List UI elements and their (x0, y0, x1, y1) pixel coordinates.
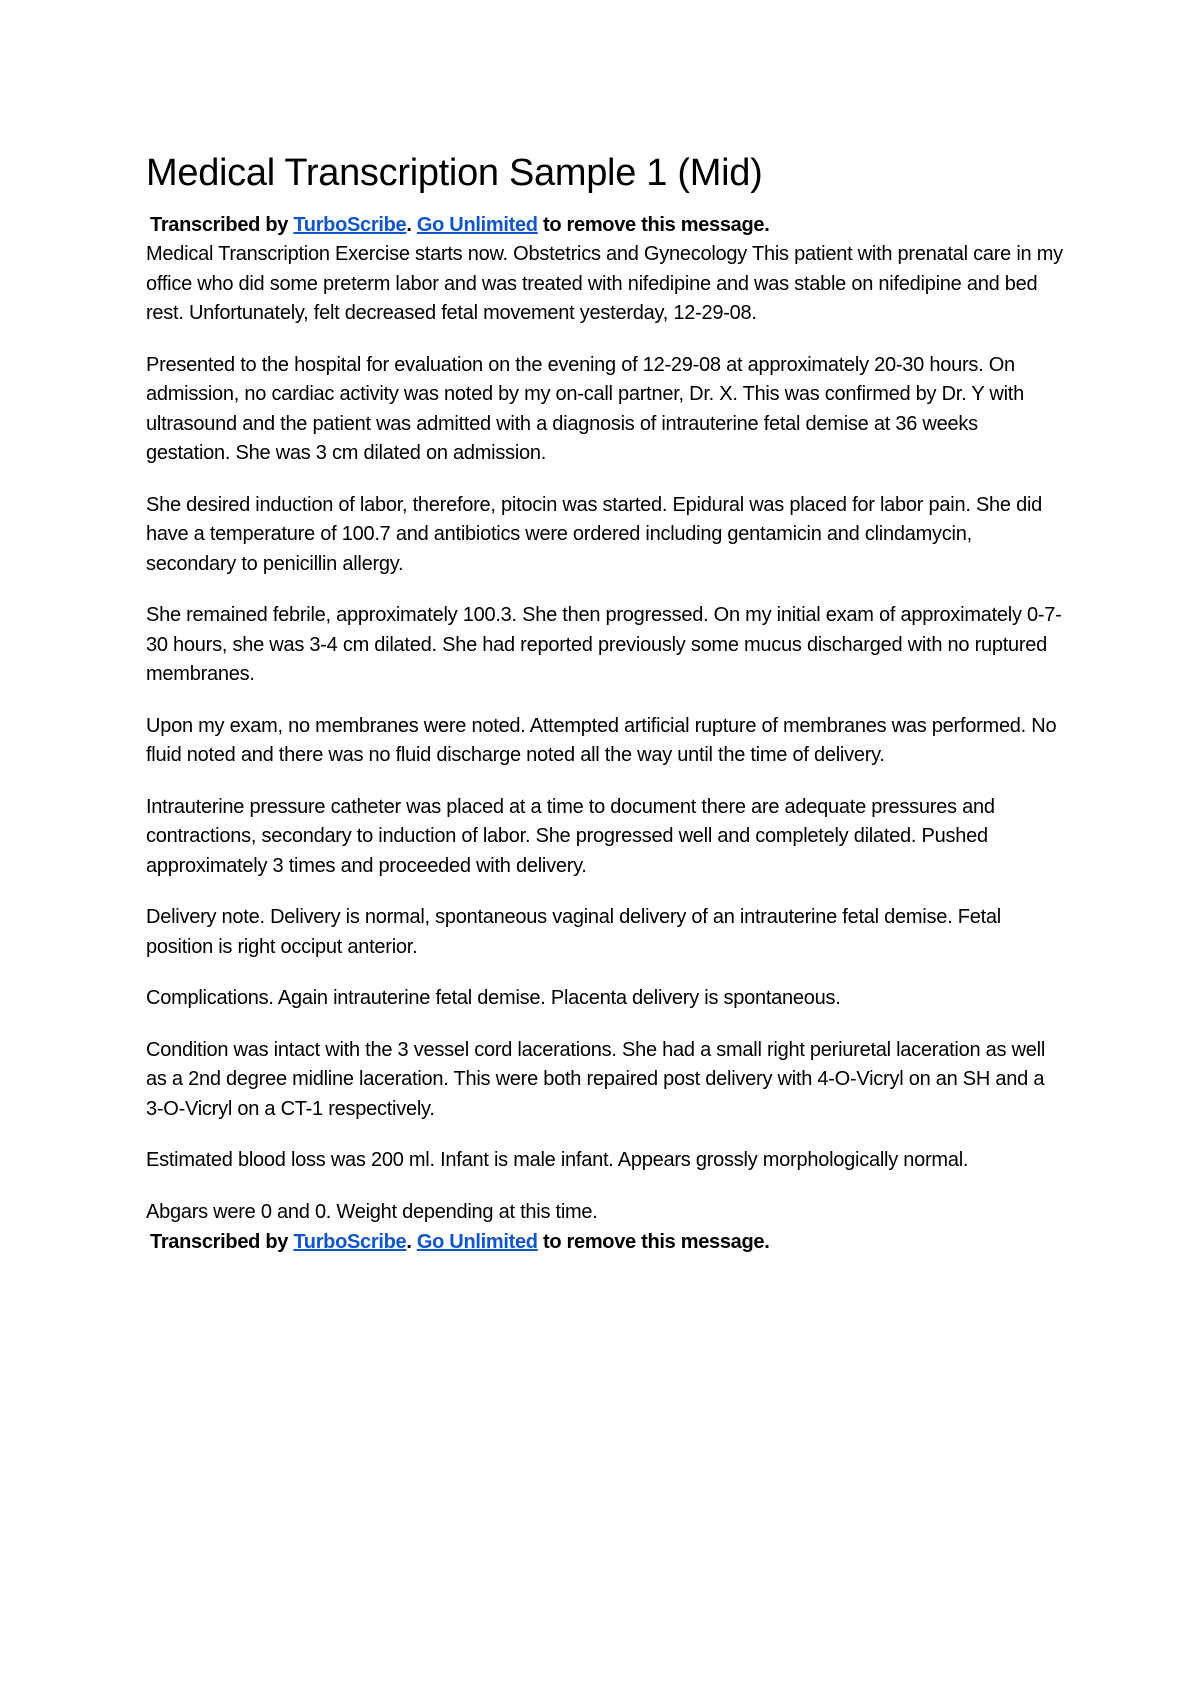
go-unlimited-link[interactable]: Go Unlimited (416, 1231, 538, 1253)
transcription-banner-bottom (150, 1227, 1066, 1257)
paragraph: She remained febrile, approximately 100.3. She then progressed. On my initial exam of approximately 0-7-30 hours, she was 3-4 cm dilated. She had reported previously some mucus discharged with no ruptured membranes. (146, 604, 1062, 685)
turboscribe-link[interactable]: TurboScribe (293, 214, 407, 236)
banner-suffix: to remove this message. (537, 1231, 770, 1253)
turboscribe-link[interactable]: TurboScribe (293, 1231, 407, 1253)
paragraph: Intrauterine pressure catheter was placed at a time to document there are adequate pressures and contractions, secondary to induction of labor. She progressed well and completely dilated. Pushed approximately 3 times and proceeded with delivery. (146, 795, 995, 877)
paragraph: Presented to the hospital for evaluation on the evening of 12-29-08 at approximately 20-30 hours. On admission, no cardiac activity was noted by my on-call partner, Dr. X. This was confirmed by Dr. Y with ultrasound and the patient was admitted with a diagnosis of intrauterine fetal demise at 36 weeks gestation. She was 3 cm dilated on admission. (146, 353, 1024, 464)
paragraph: Abgars were 0 and 0. Weight depending at this time. (146, 1200, 598, 1223)
banner-prefix: Transcribed by (150, 214, 294, 236)
paragraph: Medical Transcription Exercise starts now. Obstetrics and Gynecology This patient with prenatal care in my office who did some preterm labor and was treated with nifedipine and was stable on nifedipine and bed rest. Unfortunately, felt decreased fetal movement yesterday, 12-29-08. (146, 243, 1063, 324)
paragraph: Upon my exam, no membranes were noted. Attempted artificial rupture of membranes was performed. No fluid noted and there was no fluid discharge noted all the way until the time of delivery. (146, 714, 1057, 766)
document-page (146, 148, 1066, 1257)
transcription-banner-top (150, 210, 1066, 240)
go-unlimited-link[interactable]: Go Unlimited (416, 214, 538, 236)
paragraph: She desired induction of labor, therefore, pitocin was started. Epidural was placed for labor pain. She did have a temperature of 100.7 and antibiotics were ordered including gentamicin and clindamycin, secondary to penicillin allergy. (146, 493, 1043, 575)
paragraph: Condition was intact with the 3 vessel cord lacerations. She had a small right periuretal laceration as well as a 2nd degree midline laceration. This were both repaired post delivery with 4-O-Vicryl on an SH and a 3-O-Vicryl on a CT-1 respectively. (146, 1038, 1046, 1120)
banner-suffix: to remove this message. (537, 214, 770, 236)
document-title: Medical Transcription Sample 1 (Mid) (146, 152, 763, 194)
paragraph: Delivery note. Delivery is normal, spontaneous vaginal delivery of an intrauterine fetal demise. Fetal position is right occiput anterior. (146, 906, 1001, 958)
banner-prefix: Transcribed by (150, 1231, 294, 1253)
paragraph: Complications. Again intrauterine fetal demise. Placenta delivery is spontaneous. (146, 987, 841, 1009)
banner-mid: . (406, 1231, 417, 1253)
banner-mid: . (406, 214, 417, 236)
paragraph: Estimated blood loss was 200 ml. Infant is male infant. Appears grossly morphologically normal. (146, 1149, 969, 1171)
